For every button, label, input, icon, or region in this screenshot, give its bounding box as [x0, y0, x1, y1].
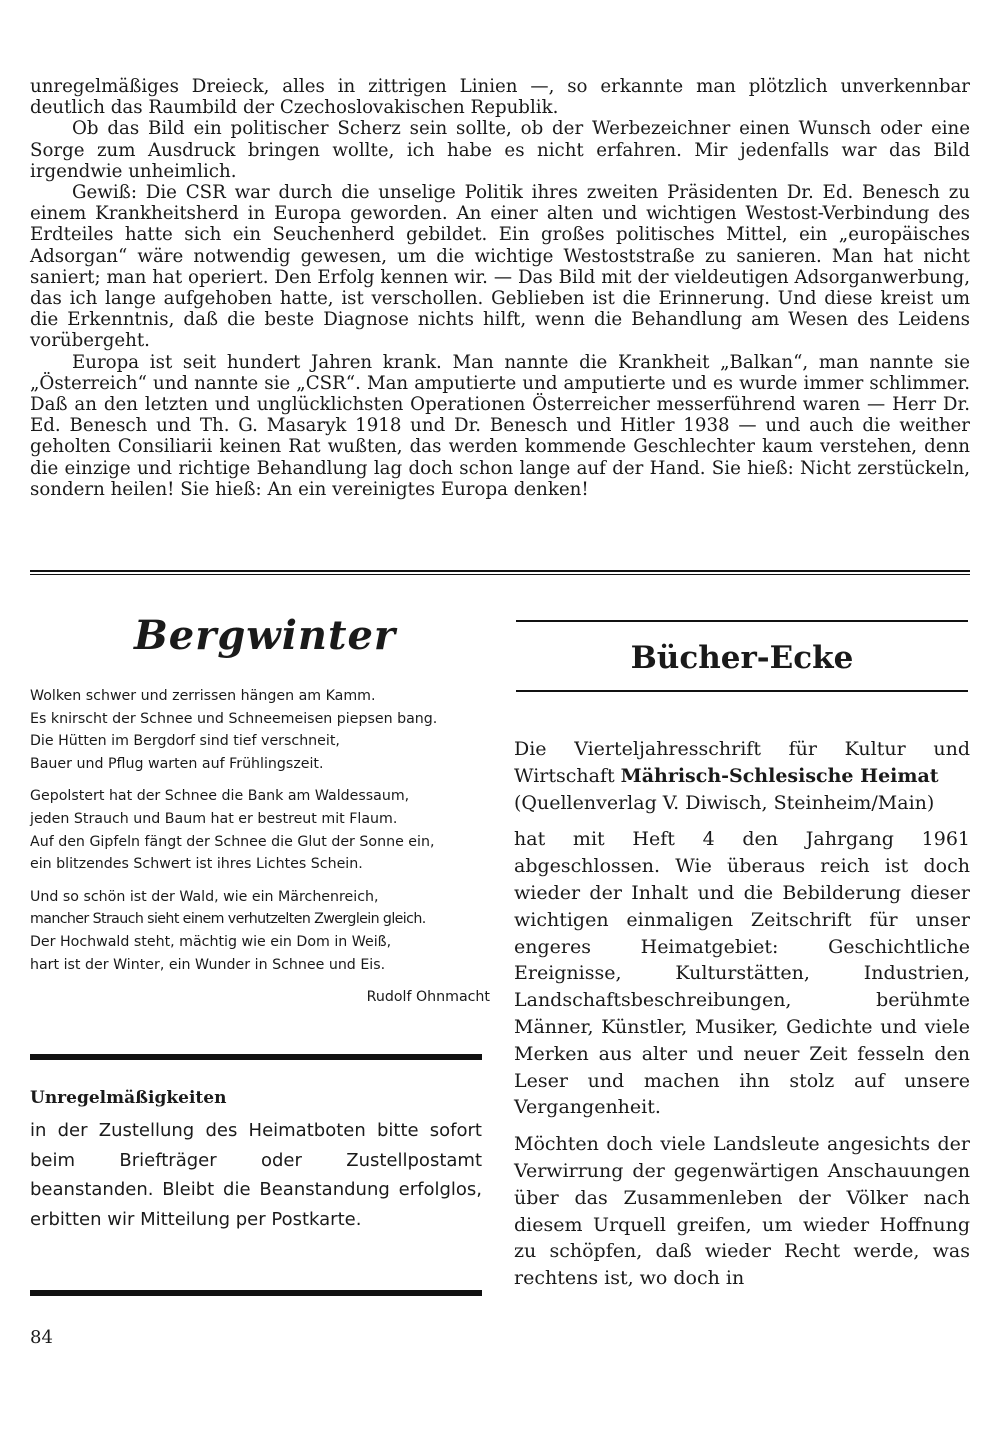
books-intro-line: Die Vierteljahresschrift für Kultur und	[514, 738, 970, 760]
notice	[30, 1088, 482, 1234]
poem-stanza	[30, 685, 490, 775]
books-column	[514, 736, 970, 1302]
books-intro	[514, 736, 970, 816]
poem-line: Bauer und Pflug warten auf Frühlingszeit.	[30, 755, 324, 772]
poem-line: Auf den Gipfeln fängt der Schnee die Glut der Sonne ein,	[30, 833, 435, 850]
poem-title: Bergwinter	[133, 612, 396, 659]
notice-divider	[30, 1290, 482, 1296]
poem-stanza	[30, 785, 490, 875]
books-intro-prefix: Wirtschaft	[514, 764, 615, 787]
notice-heading: Unregelmäßigkeiten	[30, 1088, 227, 1108]
poem-line: Der Hochwald steht, mächtig wie ein Dom in Weiß,	[30, 933, 392, 950]
books-title: Bücher-Ecke	[630, 640, 854, 676]
books-intro-line: (Quellenverlag V. Diwisch, Steinheim/Main)	[514, 791, 935, 814]
books-divider	[516, 620, 968, 622]
poem-line: Gepolstert hat der Schnee die Bank am Waldessaum,	[30, 788, 410, 805]
poem-stanza	[30, 886, 490, 976]
poem-line: Wolken schwer und zerrissen hängen am Kamm.	[30, 688, 376, 704]
poem	[30, 685, 490, 1009]
notice-body: in der Zustellung des Heimatboten bitte sofort beim Briefträger oder Zustellpostamt beanstanden. Bleibt die Beanstandung erfolglos, erbitten wir Mitteilung per Postkarte.	[30, 1120, 482, 1230]
books-divider	[516, 690, 968, 692]
magazine-title: Mährisch-Schlesische Heimat	[620, 764, 939, 787]
poem-line: mancher Strauch sieht einem verhutzelten Zwerglein gleich.	[30, 911, 426, 928]
section-divider	[30, 574, 970, 575]
section-divider	[30, 570, 970, 572]
article-paragraph: Europa ist seit hundert Jahren krank. Man nannte die Krankheit „Balkan“, man nannte sie „Österreich“ und nannte sie „CSR“. Man amputierte und amputierte und es wurde immer schlimmer. Daß an den letzten und unglücklichsten Operationen Österreicher messerführend waren — Herr Dr. Ed. Benesch und Th. G. Masaryk 1918 und Dr. Benesch und Hitler 1938 — und auch die weither geholten Consiliarii keinen Rat wußten, das werden kommende Geschlechter kaum verstehen, denn die einzige und richtige Behandlung lag doch schon lange auf der Hand. Sie hieß: Nicht zerstückeln, sondern heilen! Sie hieß: An ein vereinigtes Europa denken!	[30, 351, 970, 500]
page-number: 84	[30, 1327, 53, 1348]
books-paragraph: hat mit Heft 4 den Jahrgang 1961 abgeschlossen. Wie überaus reich ist doch wieder der Inhalt und die Bebilderung dieser wichtigen einmaligen Zeitschrift für unser engeres Heimatgebiet: Geschichtliche Ereignisse, Kulturstätten, Industrien, Landschaftsbeschreibungen, berühmte Männer, Künstler, Musiker, Gedichte und viele Merken aus alter und neuer Zeit fesseln den Leser und machen ihn stolz auf unsere Vergangenheit.	[514, 828, 970, 1119]
books-intro-line	[514, 763, 970, 790]
poem-author: Rudolf Ohnmacht	[366, 989, 490, 1006]
books-paragraph: Möchten doch viele Landsleute angesichts der Verwirrung der gegenwärtigen Anschauungen über das Zusammenleben der Völker nach diesem Urquell greifen, um wieder Hoffnung zu schöpfen, daß wieder Recht werde, was rechtens ist, wo doch in	[514, 1133, 970, 1290]
notice-divider	[30, 1054, 482, 1060]
poem-line: jeden Strauch und Baum hat er bestreut mit Flaum.	[30, 810, 398, 827]
poem-line: Die Hütten im Bergdorf sind tief verschneit,	[30, 733, 340, 750]
poem-line: Es knirscht der Schnee und Schneemeisen piepsen bang.	[30, 710, 438, 727]
poem-line: ein blitzendes Schwert ist ihres Lichtes Schein.	[30, 856, 363, 873]
article-paragraph: Gewiß: Die CSR war durch die unselige Politik ihres zweiten Präsidenten Dr. Ed. Benesch zu einem Krankheitsherd in Europa geworden. An einer alten und wichtigen Westost-Verbindung des Erdteiles hatte sich ein Seuchenherd gebildet. Ein großes politisches Mittel, ein „europäisches Adsorgan“ wäre notwendig gewesen, um die wichtige Westoststraße zu sanieren. Man hat nicht saniert; man hat operiert. Den Erfolg kennen wir. — Das Bild mit der vieldeutigen Adsorganwerbung, das ich lange aufgehoben hatte, ist verschollen. Geblieben ist die Erinnerung. Und diese kreist um die Erkenntnis, daß die beste Diagnose nichts hilft, wenn die Behandlung am Wesen des Leidens vorübergeht.	[30, 182, 970, 352]
article-paragraph: unregelmäßiges Dreieck, alles in zittrigen Linien —, so erkannte man plötzlich unverkennbar deutlich das Raumbild der Czechoslovakischen Republik.	[30, 76, 970, 119]
top-article	[30, 76, 970, 500]
poem-line: hart ist der Winter, ein Wunder in Schnee und Eis.	[30, 956, 386, 973]
poem-line: Und so schön ist der Wald, wie ein Märchenreich,	[30, 888, 379, 905]
article-paragraph: Ob das Bild ein politischer Scherz sein sollte, ob der Werbezeichner einen Wunsch oder eine Sorge zum Ausdruck bringen wollte, ich habe es nicht erfahren. Mir jedenfalls war das Bild irgendwie unheimlich.	[30, 118, 970, 182]
